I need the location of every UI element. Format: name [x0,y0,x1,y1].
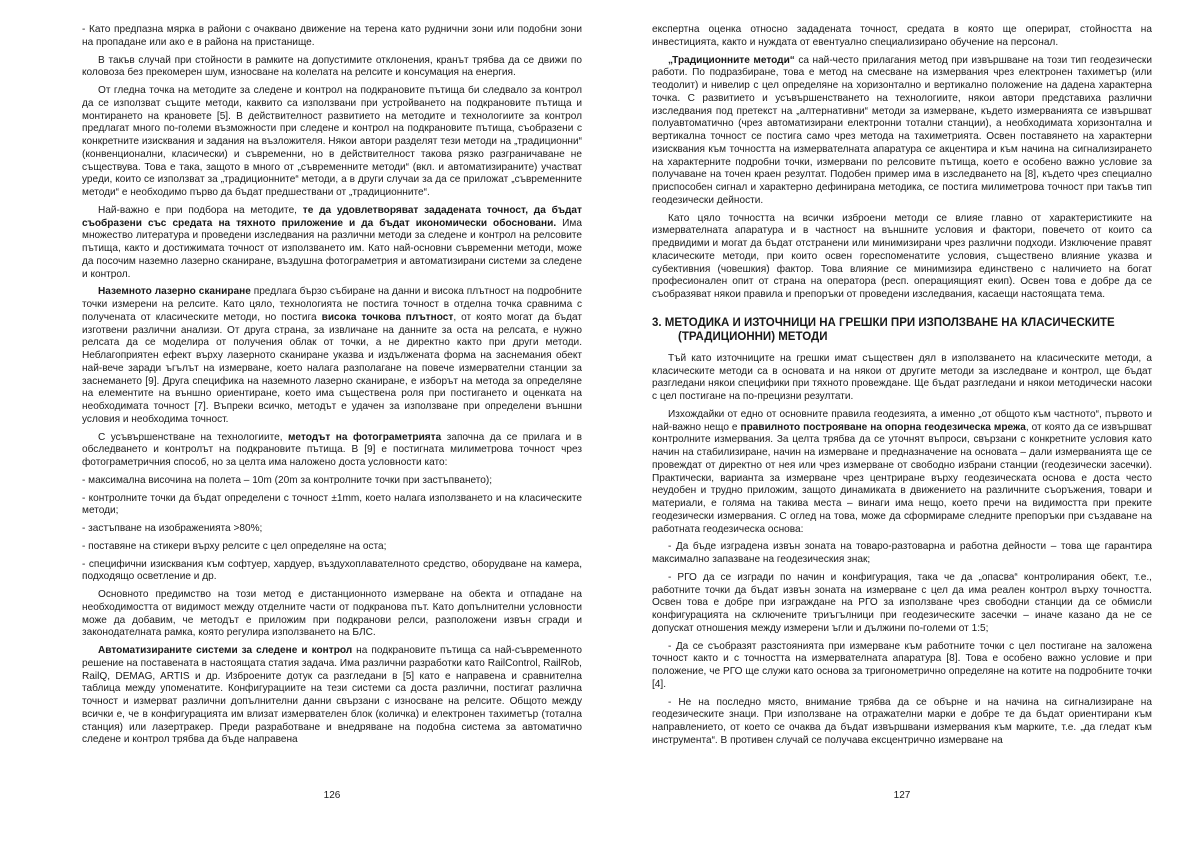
paragraph [652,55,1152,208]
text-run: на подкрановите пътища са най-съвременното решение на поставената в настоящата статия задача. Има различни разработки като RailControl, RailRob, RailQ, DEMAG, ARTIS и др. Изброените дотук са разгледани в [5] като е направена и сравнителна таблица между упоменатите. Конфигурациите на тези системи са доста различни, постигат различна точност и измерват различни допълнителни данни свързани с износване на релсите. Общото между всички е, че в конфигурацията им влизат измервателен блок (количка) и електронен тахиметър (тотална станция) или лазертракер. Преди разработване и внедряване на подобна система за автоматично следене и контрол трябва да бъде направена [82,645,582,746]
list-item [82,493,582,519]
paragraph [82,589,582,640]
page-number: 127 [893,790,911,801]
paragraph [82,645,582,747]
text-run: В такъв случай при стойности в рамките на допустимите отклонения, кранът трябва да се движи по коловоза без прекомерен шум, износване на колелата на релсите и консумация на енергия. [82,54,582,79]
text-run: Изхождайки от едно от основните правила геодезията, а именно „от общото към частното“, първото и най-важно нещо е [652,408,1152,433]
text-run: Има множество литература и проведени изследвания на различни методи за следене и контрол на релсовите пътища, както и достижимата точност от използването им. Като най-основни съвременни методи, може да посочим наземно лазерно сканиране, въздушна фотограметрия и автоматизирани системи за следене и контрол. [82,217,582,280]
bold-text: правилното построяване на опорна геодезическа мрежа [740,421,1026,433]
bold-text: Автоматизираните системи за следене и контрол [98,645,353,656]
bold-text: „Традиционните методи“ [668,54,795,66]
paragraph [652,572,1152,636]
text-run: От гледна точка на методите за следене и контрол на подкрановите пътища би следвало за контрол да се използват същите методи, каквито са използвани при устройването на подкрановите пътища и монтирането на крановете [5]. В действителност развитието на методите и технологиите за контрол предлагат много по-големи възможности при следене и контрол на подкрановите пътища, съобразени с конкретните изисквания и задания на възложителя. Някои автори разделят тези методи на „традиционни“ (конвенционални, класически) и съвременни, но в действителност такова рязко разграничаване не съществува. Това е така, защото в много от „съвременните методи“ (вкл. и автоматизираните) участват уреди, които се използват за „традиционните“ методи, а в други случаи за да се приложат „съвременните методи“ е необходимо първо да бъдат предшествани от „традиционните“. [82,85,582,198]
bold-text: Наземното лазерно сканиране [98,286,251,298]
text-run: - максимална височина на полета – 10m (20m за контролните точки при застъпването); [82,474,493,486]
paragraph [82,55,582,81]
text-run: - Да се съобразят разстоянията при измерване към работните точки с цел постигане на заложена точност както и с точността на измервателната апаратура [8]. Това е особено важно условие и при положение, че РГО ще служи като основа за тригонометрично определяне на котите на подробните точки [4]. [652,640,1152,690]
text-run: Тъй като източниците на грешки имат съществен дял в използването на класическите методи, а класическите методи са в основата и на някои от другите методи за изследване и контрол, ще бъдат разгледани някои специфики при тяхното провеждане. Ще бъдат разгледани и някои методически насоки с цел постигане на по-прецизни резултати. [652,352,1152,402]
paragraph [652,353,1152,404]
left-page-text [82,24,582,752]
right-page-text [652,24,1152,753]
text-run: С усъвършенстване на технологиите, [98,431,288,443]
text-run: - специфични изисквания към софтуер, хардуер, въздухоплавателното средство, оборудване на камера, подходящо осветление и др. [82,558,582,583]
bold-text: методът на фотограметрията [287,431,442,443]
text-run: - поставяне на стикери върху релсите с цел определяне на оста; [82,540,387,552]
list-item [82,24,582,50]
page-number: 126 [323,790,341,801]
text-run: експертна оценка относно зададената точност, средата в която ще оперират, стойността на инвестицията, както и нуждата от евентуално специализирано обучение на персонал. [652,24,1152,48]
text-run: , от която могат да бъдат изготвени различни анализи. От друга страна, за извличане на данните за оста на релсата, е нужно релсата да се моделира от получения облак от точки, а не директно както при други методи. Неблагоприятен ефект върху лазерното сканиране указва и издълженатa форма на заснемания обект най-вече заради ъгълът на измерване, което налага разполагане на повече измервателни станции за заснемането [9]. Друга специфика на наземното лазерно сканиране, е изборът на метода за определяне на елементите на външно ориентиране, което има съществена роля при постигането и оценката на необходимата точност [7]. Въпреки всичко, методът е удачен за използване при определени външни условия и необходима точност. [82,311,582,425]
section-heading-line: (ТРАДИЦИОННИ) МЕТОДИ [678,331,828,344]
bold-text: висока точкова плътност [321,311,454,323]
list-item [82,475,582,488]
text-run: - Като предпазна мярка в райони с очаквано движение на терена като руднични зони или подобни зони на пропадане или ако е в района на пристанище. [82,24,582,48]
text-run: , от която да се извършват контролните измервания. За целта трябва да се уточнят въпроси, свързани с конкретните условия като начин на стабилизиране, начин на измерване и предназначение на основата – дали измерванията ще се провеждат от директно от нея или чрез измерване от свободно избрани станции (геодезически засечки). Практически, варианта за измерване чрез центриране върху геодезическата основа е доста често неудобен и трудно приложим, защото динамиката в движението на различните съоръжения, товари и материали, е голяма на такива места – винаги има нещо, което пречи на видимостта при преките геодезически измервания. С оглед на това, може да сформираме следните препоръки при създаване на работната геодезическа основа: [652,421,1152,535]
text-run: - застъпване на изображенията >80%; [82,523,263,534]
text-run: - Не на последно място, внимание трябва да се обърне и на начина на сигнализиране на геодезическите знаци. При използване на отражателни марки е добре те да бъдат ориентирани към направлението, от което се очаква да бъдат извършвани измервания към марките, т.е. „да гледат към инструмента“. В противен случай се получава ексцентрично измерване на [652,696,1152,746]
text-run: започна да се прилага и в обследването и контролът на подкрановите пътища. В [9] е постигната милиметрова точност чрез фотограметричния способ, но за целта има наложено доста условности като: [82,431,582,468]
section-heading [652,316,1152,345]
text-run: - контролните точки да бъдат определени с точност ±1mm, което налага използването и на класическите методи; [82,492,582,517]
right-page [652,0,1152,849]
paragraph [82,85,582,200]
text-run: - Да бъде изградена извън зоната на товаро-разтоварна и работна дейности – това ще гарантира максимално запазване на геодезическия знак; [652,541,1152,565]
section-heading-line: 3. МЕТОДИКА И ИЗТОЧНИЦИ НА ГРЕШКИ ПРИ ИЗПОЛЗВАНЕ НА КЛАСИЧЕСКИТЕ [652,316,1115,329]
text-run: - РГО да се изгради по начин и конфигурация, така че да „опасва“ контролирания обект, т.е., работните точки да бъдат извън зоната на измерване с цел да има реален контрол върху точността. Освен това е добре при изграждане на РГО за използване чрез свободни станции да се обмисли конфигурацията на сключените триъгълници при геодезическите засечки – иначе казано да не се допускат отношения между измерени ъгли и дължини по-големи от 1:5; [652,571,1152,634]
text-run: предлага бързо събиране на данни и висока плътност на подробните точки измерени на релсите. Като цяло, технологията не постига точност в отделна точка сравнима с получената от класическите методи, но постига [82,286,582,323]
paragraph [652,641,1152,692]
text-run: Най-важно е при подбора на методите, [98,204,303,216]
list-item [82,559,582,585]
text-run: Основното предимство на този метод е дистанционното измерване на обекта и отпадане на необходимостта от видимост между отделните части от подкранова път. Като допълнителни условности може да добавим, че методът е приложим при подкранови релси, разположени извън сгради и законодателната рамка, която регулира използването на БЛС. [82,589,582,639]
text-run: са най-често прилагания метод при извършване на този тип геодезически работи. По подразбиране, това е метод на смесване на измервания чрез електронен тахиметър (или теодолит) и нивелир с цел определяне на хоризонтално и вертикално положение на дадена характерна точка. С развитието и усъвършенстването на технологиите, някои автори представиха различни изследвания под претекст на „алтернативни“ методи за измерване, където измерванията се извършват полуавтоматично (чрез автоматизирани електронни тотални станции), а необходимата хоризонтална и вертикална точност се постига само чрез метода на тахиметрията. Освен поставянето на характерни изисквания към точността на измервателната апаратура се акцентира и към начина на сигнализирането на характерните подробни точки, измервани по релсовите пътища, което е особено важно условие за получаване на точен краен резултат. Подобен пример има в изследването на [8], където чрез специално приспособен сигнал и характерно дефинирана методика, се постига милиметрова точност при такъв тип геодезически дейности. [652,54,1152,206]
list-item [652,24,1152,50]
paragraph [82,432,582,470]
left-page [82,0,582,849]
paragraph [82,286,582,426]
paragraph [652,697,1152,748]
paragraph [652,213,1152,302]
list-item [82,523,582,536]
bold-text: те да удовлетворяват зададената точност, да бъдат съобразени със средата на тяхното приложение и да бъдат икономически обосновани. [82,204,582,229]
text-run: Като цяло точността на всички изброени методи се влияе главно от характеристиките на измервателната апаратура и в частност на външните условия и фактори, повечето от които са предвидими и могат да бъдат отстранени или минимизирани чрез различни подходи. Изключение правят класическите методи, при които освен гореспоменатите условия, съществено влияние указва и субективния (човешкия) фактор. Това влияние се минимизира единствено с наличието на богат професионален опит от страна на оператора (респ. операциящият екип). Освен това е добре да се съобразяват някои правила и препоръки от проведени изследвания, касаещи настоящата тема. [652,212,1152,300]
paragraph [82,205,582,282]
paragraph [652,409,1152,537]
list-item [82,541,582,554]
paragraph [652,541,1152,567]
